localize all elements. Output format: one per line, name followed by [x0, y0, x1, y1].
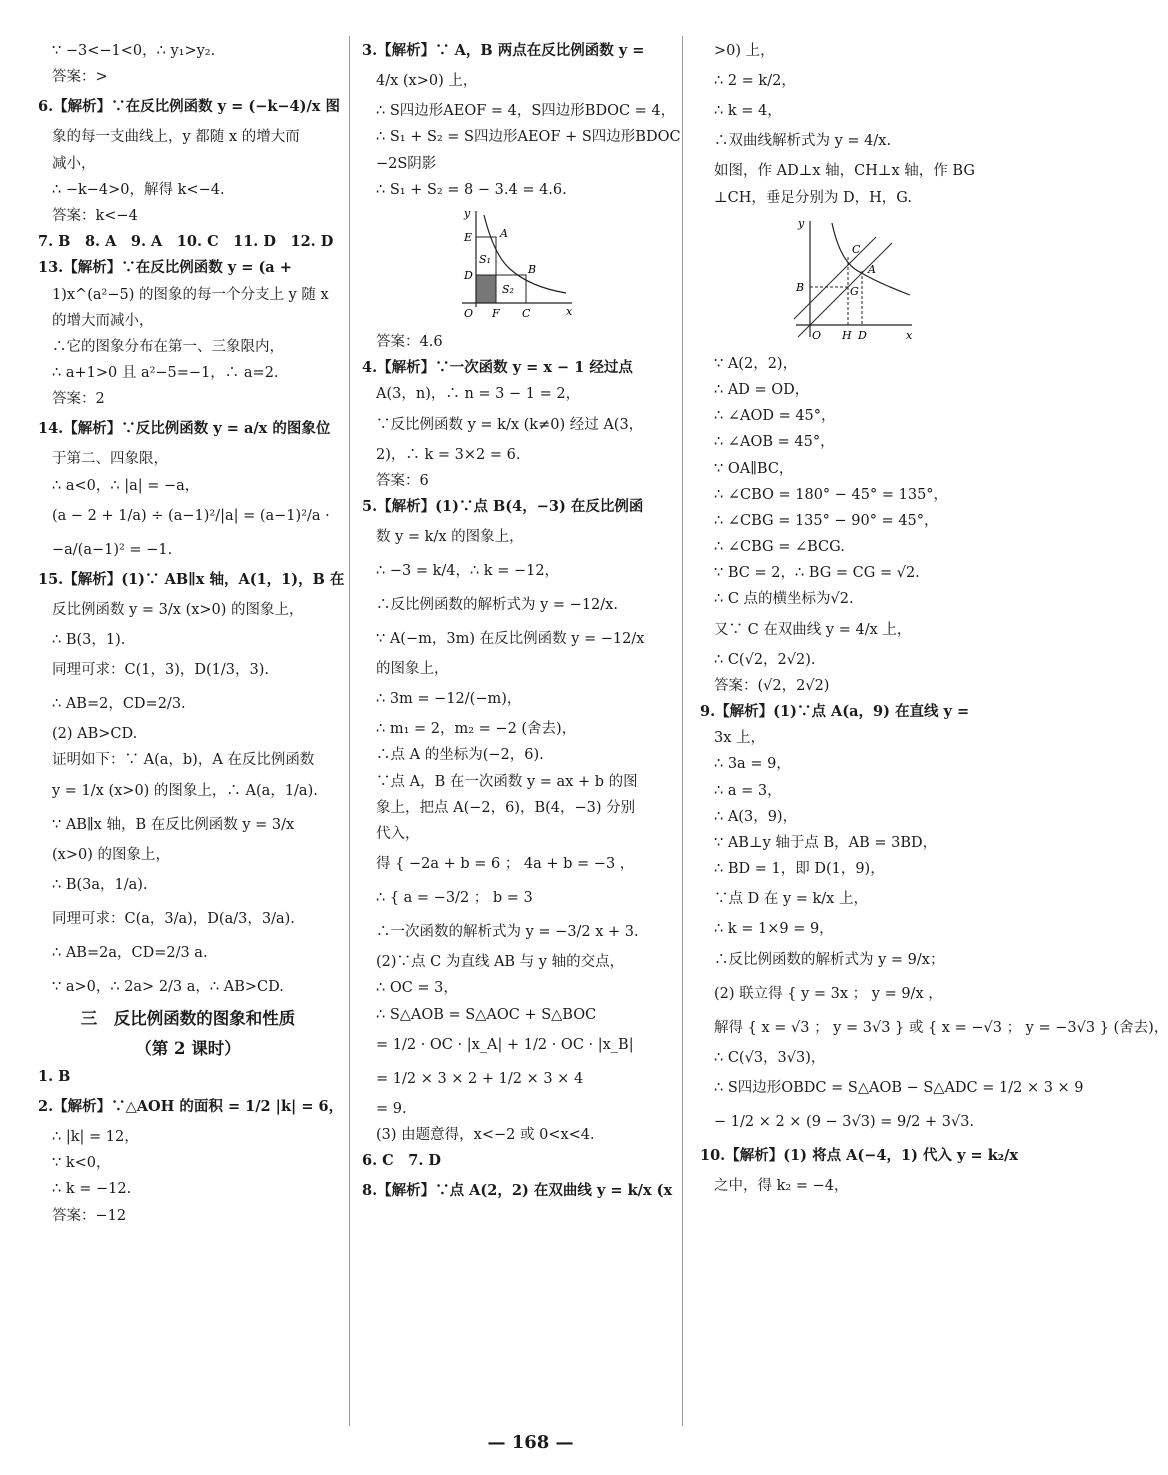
text-line: 8.【解析】∵点 A(2，2) 在双曲线 y = k/x (x	[362, 1182, 673, 1200]
page-number: — 168 —	[487, 1432, 574, 1453]
text-line: ∴ a = 3，	[714, 782, 782, 799]
text-line: ∵ A(−m，3m) 在反比例函数 y = −12/x	[376, 631, 645, 648]
text-line: ∴ B(3a，1/a).	[52, 876, 148, 893]
fig1-label: y	[464, 206, 471, 220]
column-divider	[682, 36, 683, 1426]
text-line: 减小，	[52, 155, 96, 172]
text-line: A(3，n)，∴ n = 3 − 1 = 2，	[376, 386, 581, 403]
text-line: 象上，把点 A(−2，6)，B(4，−3) 分别	[376, 799, 636, 816]
fig1-label: E	[464, 230, 473, 244]
text-line: 的图象上，	[376, 661, 449, 678]
text-line: ∴它的图象分布在第一、三象限内，	[52, 338, 284, 355]
text-line: ∴ ∠AOB = 45°，	[714, 434, 835, 451]
text-line: 2.【解析】∵△AOH 的面积 = 1/2 |k| = 6，	[38, 1097, 344, 1115]
text-line: ∵ BC = 2，∴ BG = CG = √2.	[714, 565, 920, 582]
text-line: 3.【解析】∵ A，B 两点在反比例函数 y =	[362, 42, 645, 59]
text-line: 4.【解析】∵一次函数 y = x − 1 经过点	[362, 359, 633, 377]
column-1	[38, 38, 345, 1229]
text-line: ∴ k = −12.	[52, 1181, 132, 1198]
text-line: 答案：2	[52, 391, 105, 408]
text-line: 解得 { x = √3 ； y = 3√3 } 或 { x = −√3 ； y = −3√3 } (舍去)，	[714, 1019, 1168, 1036]
text-line: 15.【解析】(1)∵ AB∥x 轴，A(1，1)，B 在	[38, 570, 345, 588]
text-line: ∴ { a = −3/2 ； b = 3	[376, 890, 533, 907]
text-line: ∴ k = 4，	[714, 103, 782, 120]
text-line: 2)，∴ k = 3×2 = 6.	[376, 446, 521, 463]
fig1-label: O	[464, 306, 474, 320]
text-line: ∴ a<0，∴ |a| = −a，	[52, 477, 200, 494]
text-line: ∴ C(√3，3√3)，	[714, 1049, 826, 1066]
text-line: = 1/2 × 3 × 2 + 1/2 × 3 × 4	[376, 1070, 584, 1087]
text-line: ∴ −3 = k/4，∴ k = −12，	[376, 563, 560, 580]
text-line: ∴ 2 = k/2，	[714, 73, 796, 90]
fig1-label: A	[500, 226, 508, 240]
text-line: 6. C 7. D	[362, 1152, 441, 1170]
text-line: ∵ OA∥BC，	[714, 460, 794, 477]
text-line: − 1/2 × 2 × (9 − 3√3) = 9/2 + 3√3.	[714, 1113, 975, 1130]
text-line: 答案：k<−4	[52, 207, 138, 224]
text-line: ∵反比例函数 y = k/x (k≠0) 经过 A(3，	[376, 416, 644, 433]
text-line: (2) AB>CD.	[52, 726, 138, 743]
text-line: ∵ k<0，	[52, 1155, 111, 1172]
text-line: 反比例函数 y = 3/x (x>0) 的图象上，	[52, 602, 304, 618]
text-line: ∵ a>0，∴ 2a> 2/3 a，∴ AB>CD.	[52, 978, 284, 995]
line-oa	[798, 243, 892, 337]
text-line: ∴反比例函数的解析式为 y = −12/x.	[376, 597, 618, 614]
text-line: ∴ 3a = 9，	[714, 756, 791, 773]
hyperbola-curve	[832, 223, 910, 295]
text-line: 又∵ C 在双曲线 y = 4/x 上，	[714, 621, 912, 638]
text-line: ∴ OC = 3，	[376, 980, 458, 997]
text-line: 的增大而减小，	[52, 312, 154, 329]
fig1-label: S₁	[479, 252, 491, 266]
text-line: −a/(a−1)² = −1.	[52, 541, 173, 558]
text-line: ∵点 A，B 在一次函数 y = ax + b 的图	[376, 773, 638, 790]
text-line: = 1/2 · OC · |x_A| + 1/2 · OC · |x_B|	[376, 1036, 634, 1053]
text-line: 答案：−12	[52, 1207, 127, 1224]
shaded-region	[476, 275, 496, 303]
text-line: ∴ AD = OD，	[714, 381, 810, 398]
fig2-label: O	[812, 328, 822, 342]
text-line: ∴ C(√2，2√2).	[714, 651, 816, 668]
text-line: ∴ A(3，9)，	[714, 808, 798, 825]
fig1-label: S₂	[502, 282, 514, 296]
text-line: 1)x^(a²−5) 的图象的每一个分支上 y 随 x	[52, 286, 329, 303]
text-line: ∴ S四边形OBDC = S△AOB − S△ADC = 1/2 × 3 × 9	[714, 1079, 1084, 1096]
text-line: (a − 2 + 1/a) ÷ (a−1)²/|a| = (a−1)²/a ·	[52, 507, 330, 524]
text-line: 答案：6	[376, 472, 429, 489]
text-line: 同理可求：C(1，3)，D(1/3，3).	[52, 662, 269, 679]
fig2-label: B	[796, 280, 805, 294]
text-line: >0) 上，	[714, 43, 775, 59]
text-line: 答案：>	[52, 69, 108, 86]
text-line: ⊥CH，垂足分别为 D，H，G.	[714, 189, 912, 206]
figure-hyperbola-parallel-lines	[780, 215, 920, 347]
text-line: 代入，	[376, 826, 420, 842]
text-line: 证明如下：∵ A(a，b)，A 在反比例函数	[52, 752, 315, 769]
fig1-label: B	[528, 262, 537, 276]
text-line: (2)∵点 C 为直线 AB 与 y 轴的交点，	[376, 954, 625, 971]
text-line: ∴ C 点的横坐标为√2.	[714, 591, 854, 608]
text-line: ∴ AB=2，CD=2/3.	[52, 696, 186, 713]
text-line: (2) 联立得 { y = 3x ； y = 9/x ，	[714, 985, 943, 1002]
line-bc	[794, 237, 876, 319]
text-line: 3x 上，	[714, 730, 766, 747]
text-line: 之中，得 k₂ = −4，	[714, 1177, 849, 1194]
text-line: ∴ S△AOB = S△AOC + S△BOC	[376, 1006, 597, 1023]
text-line: = 9.	[376, 1100, 407, 1117]
fig2-label: y	[798, 216, 805, 230]
fig2-label: x	[906, 328, 913, 342]
text-line: ∴双曲线解析式为 y = 4/x.	[714, 133, 892, 150]
fig2-label: G	[850, 284, 859, 298]
text-line: ∵点 D 在 y = k/x 上，	[714, 891, 868, 908]
text-line: ∵ AB⊥y 轴于点 B，AB = 3BD，	[714, 834, 938, 851]
text-line: （第 2 课时）	[135, 1038, 241, 1058]
text-line: (x>0) 的图象上，	[52, 846, 170, 863]
fig2-label: H	[842, 328, 852, 342]
text-line: ∴ ∠AOD = 45°，	[714, 408, 836, 425]
fig1-label: C	[522, 306, 531, 320]
text-line: (3) 由题意得，x<−2 或 0<x<4.	[376, 1126, 595, 1143]
text-line: ∴ |k| = 12，	[52, 1128, 139, 1145]
text-line: ∴ S₁ + S₂ = S四边形AEOF + S四边形BDOC	[376, 129, 681, 146]
text-line: 象的每一支曲线上，y 都随 x 的增大而	[52, 129, 300, 146]
text-line: 7. B 8. A 9. A 10. C 11. D 12. D	[38, 233, 334, 251]
fig2-label: D	[858, 328, 867, 342]
text-line: ∴ ∠CBO = 180° − 45° = 135°，	[714, 486, 949, 503]
text-line: ∴ BD = 1，即 D(1，9)，	[714, 861, 885, 878]
text-line: ∵ AB∥x 轴，B 在反比例函数 y = 3/x	[52, 816, 295, 833]
text-line: y = 1/x (x>0) 的图象上，∴ A(a，1/a).	[52, 782, 318, 799]
text-line: ∴点 A 的坐标为(−2，6).	[376, 747, 544, 764]
text-line: 得 { −2a + b = 6 ； 4a + b = −3 ，	[376, 856, 635, 873]
text-line: 10.【解析】(1) 将点 A(−4，1) 代入 y = k₂/x	[700, 1146, 1019, 1164]
text-line: 数 y = k/x 的图象上，	[376, 529, 524, 546]
fig1-label: D	[464, 268, 473, 282]
text-line: ∵ −3<−1<0，∴ y₁>y₂.	[52, 43, 216, 59]
text-line: 4/x (x>0) 上，	[376, 73, 478, 90]
text-line: 答案：4.6	[376, 333, 443, 350]
column-3	[700, 38, 1168, 1199]
text-line: ∴ −k−4>0，解得 k<−4.	[52, 181, 225, 198]
text-line: ∴ 3m = −12/(−m)，	[376, 691, 522, 708]
text-line: 三 反比例函数的图象和性质	[80, 1008, 296, 1028]
text-line: ∴ k = 1×9 = 9，	[714, 921, 834, 938]
text-line: 5.【解析】(1)∵点 B(4，−3) 在反比例函	[362, 497, 644, 515]
text-line: 如图，作 AD⊥x 轴，CH⊥x 轴，作 BG	[714, 163, 975, 180]
text-line: 答案：(√2，2√2)	[714, 677, 830, 694]
text-line: 于第二、四象限，	[52, 451, 168, 468]
text-line: 9.【解析】(1)∵点 A(a，9) 在直线 y =	[700, 703, 970, 720]
fig2-label: A	[868, 262, 876, 276]
text-line: ∵ A(2，2)，	[714, 355, 798, 372]
figure-inverse-function-rectangles	[448, 207, 578, 325]
column-divider	[349, 36, 350, 1426]
text-line: ∴一次函数的解析式为 y = −3/2 x + 3.	[376, 924, 639, 941]
text-line: −2S阴影	[376, 155, 437, 172]
text-line: 1. B	[38, 1067, 71, 1085]
text-line: ∴ S四边形AEOF = 4，S四边形BDOC = 4，	[376, 103, 676, 120]
fig2-label: C	[852, 242, 861, 256]
text-line: ∴ m₁ = 2，m₂ = −2 (舍去)，	[376, 721, 577, 738]
text-line: 13.【解析】∵在反比例函数 y = (a +	[38, 259, 292, 277]
text-line: 14.【解析】∵反比例函数 y = a/x 的图象位	[38, 420, 331, 438]
column-2	[362, 38, 681, 1208]
fig1-label: x	[566, 304, 573, 318]
fig1-label: F	[492, 306, 500, 320]
text-line: 同理可求：C(a，3/a)，D(a/3，3/a).	[52, 910, 295, 927]
text-line: 6.【解析】∵在反比例函数 y = (−k−4)/x 图	[38, 98, 340, 116]
text-line: ∴反比例函数的解析式为 y = 9/x；	[714, 951, 945, 968]
text-line: ∴ S₁ + S₂ = 8 − 3.4 = 4.6.	[376, 181, 567, 198]
text-line: ∴ AB=2a，CD=2/3 a.	[52, 944, 208, 961]
text-line: ∴ a+1>0 且 a²−5=−1，∴ a=2.	[52, 365, 279, 382]
text-line: ∴ ∠CBG = ∠BCG.	[714, 539, 845, 556]
text-line: ∴ B(3，1).	[52, 632, 126, 648]
text-line: ∴ ∠CBG = 135° − 90° = 45°，	[714, 512, 939, 529]
